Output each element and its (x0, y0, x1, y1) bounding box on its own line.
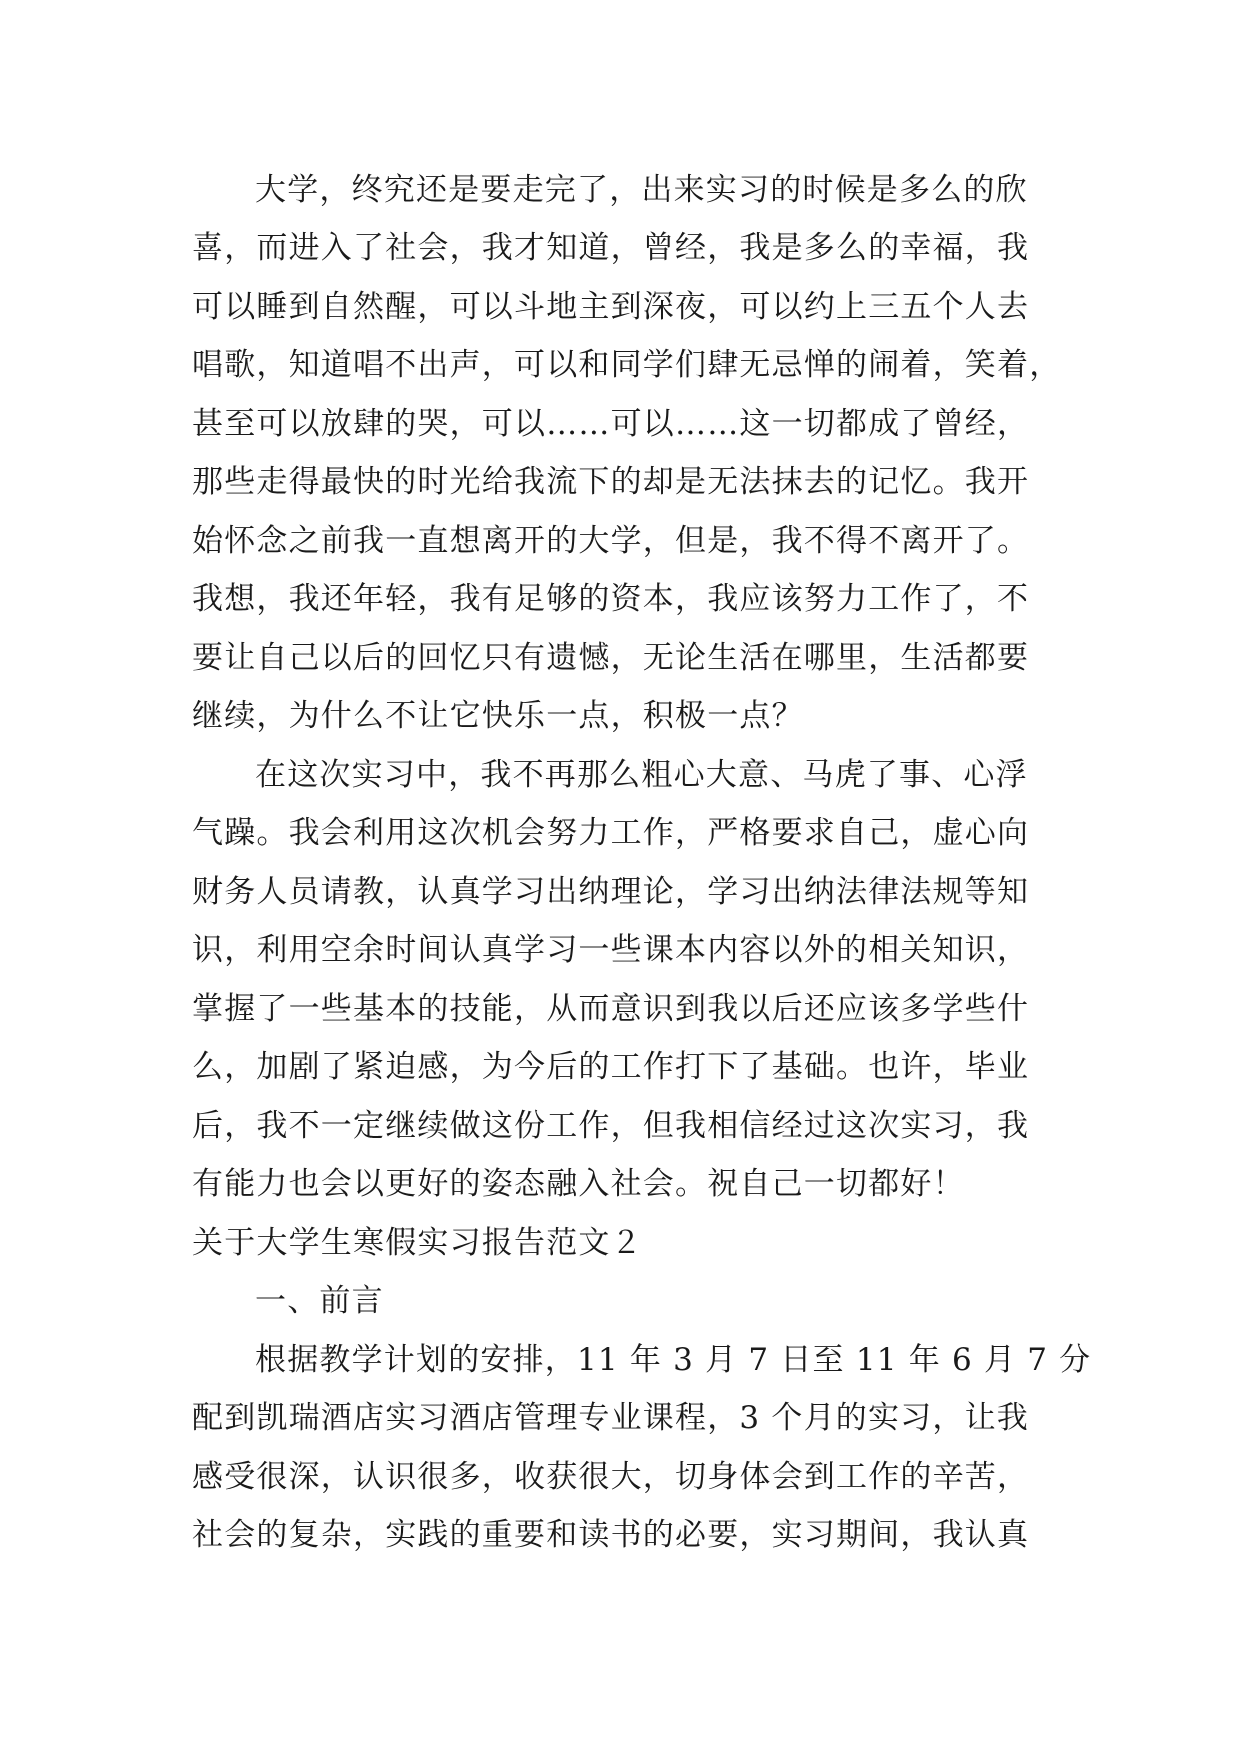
paragraph-2-line-7: 后，我不一定继续做这份工作，但我相信经过这次实习，我 (192, 1108, 1030, 1144)
section-title: 关于大学生寒假实习报告范文２ (192, 1225, 643, 1261)
paragraph-3-line-1: 根据教学计划的安排，11 年 3 月 7 日至 11 年 6 月 7 分 (255, 1342, 1092, 1378)
paragraph-1-line-9: 要让自己以后的回忆只有遗憾，无论生活在哪里，生活都要 (192, 640, 1030, 676)
paragraph-3-line-3: 感受很深，认识很多，收获很大，切身体会到工作的辛苦， (192, 1459, 1030, 1495)
paragraph-1-line-2: 喜，而进入了社会，我才知道，曾经，我是多么的幸福，我 (192, 230, 1030, 266)
paragraph-1-line-7: 始怀念之前我一直想离开的大学，但是，我不得不离开了。 (192, 523, 1030, 559)
paragraph-2-line-6: 么，加剧了紧迫感，为今后的工作打下了基础。也许，毕业 (192, 1049, 1030, 1085)
paragraph-1-line-8: 我想，我还年轻，我有足够的资本，我应该努力工作了，不 (192, 581, 1030, 617)
paragraph-2-line-2: 气躁。我会利用这次机会努力工作，严格要求自己，虚心向 (192, 815, 1030, 851)
paragraph-2-line-5: 掌握了一些基本的技能，从而意识到我以后还应该多学些什 (192, 991, 1030, 1027)
paragraph-2-line-8: 有能力也会以更好的姿态融入社会。祝自己一切都好！ (192, 1166, 965, 1202)
paragraph-3-line-4: 社会的复杂，实践的重要和读书的必要，实习期间，我认真 (192, 1517, 1030, 1553)
paragraph-1-line-5: 甚至可以放肆的哭，可以……可以……这一切都成了曾经， (192, 406, 1030, 442)
paragraph-1-line-6: 那些走得最快的时光给我流下的却是无法抹去的记忆。我开 (192, 464, 1030, 500)
paragraph-2-line-1: 在这次实习中，我不再那么粗心大意、马虎了事、心浮 (255, 757, 1028, 793)
paragraph-3-line-2: 配到凯瑞酒店实习酒店管理专业课程，3 个月的实习，让我 (192, 1400, 1029, 1436)
paragraph-1-line-1: 大学，终究还是要走完了，出来实习的时候是多么的欣 (255, 172, 1028, 208)
paragraph-1-line-4: 唱歌，知道唱不出声，可以和同学们肆无忌惮的闹着，笑着， (192, 347, 1062, 383)
paragraph-1-line-3: 可以睡到自然醒，可以斗地主到深夜，可以约上三五个人去 (192, 289, 1030, 325)
paragraph-1-line-10: 继续，为什么不让它快乐一点，积极一点？ (192, 698, 804, 734)
paragraph-2-line-3: 财务人员请教，认真学习出纳理论，学习出纳法律法规等知 (192, 874, 1030, 910)
section-heading-preface: 一、前言 (255, 1283, 384, 1319)
paragraph-2-line-4: 识，利用空余时间认真学习一些课本内容以外的相关知识， (192, 932, 1030, 968)
